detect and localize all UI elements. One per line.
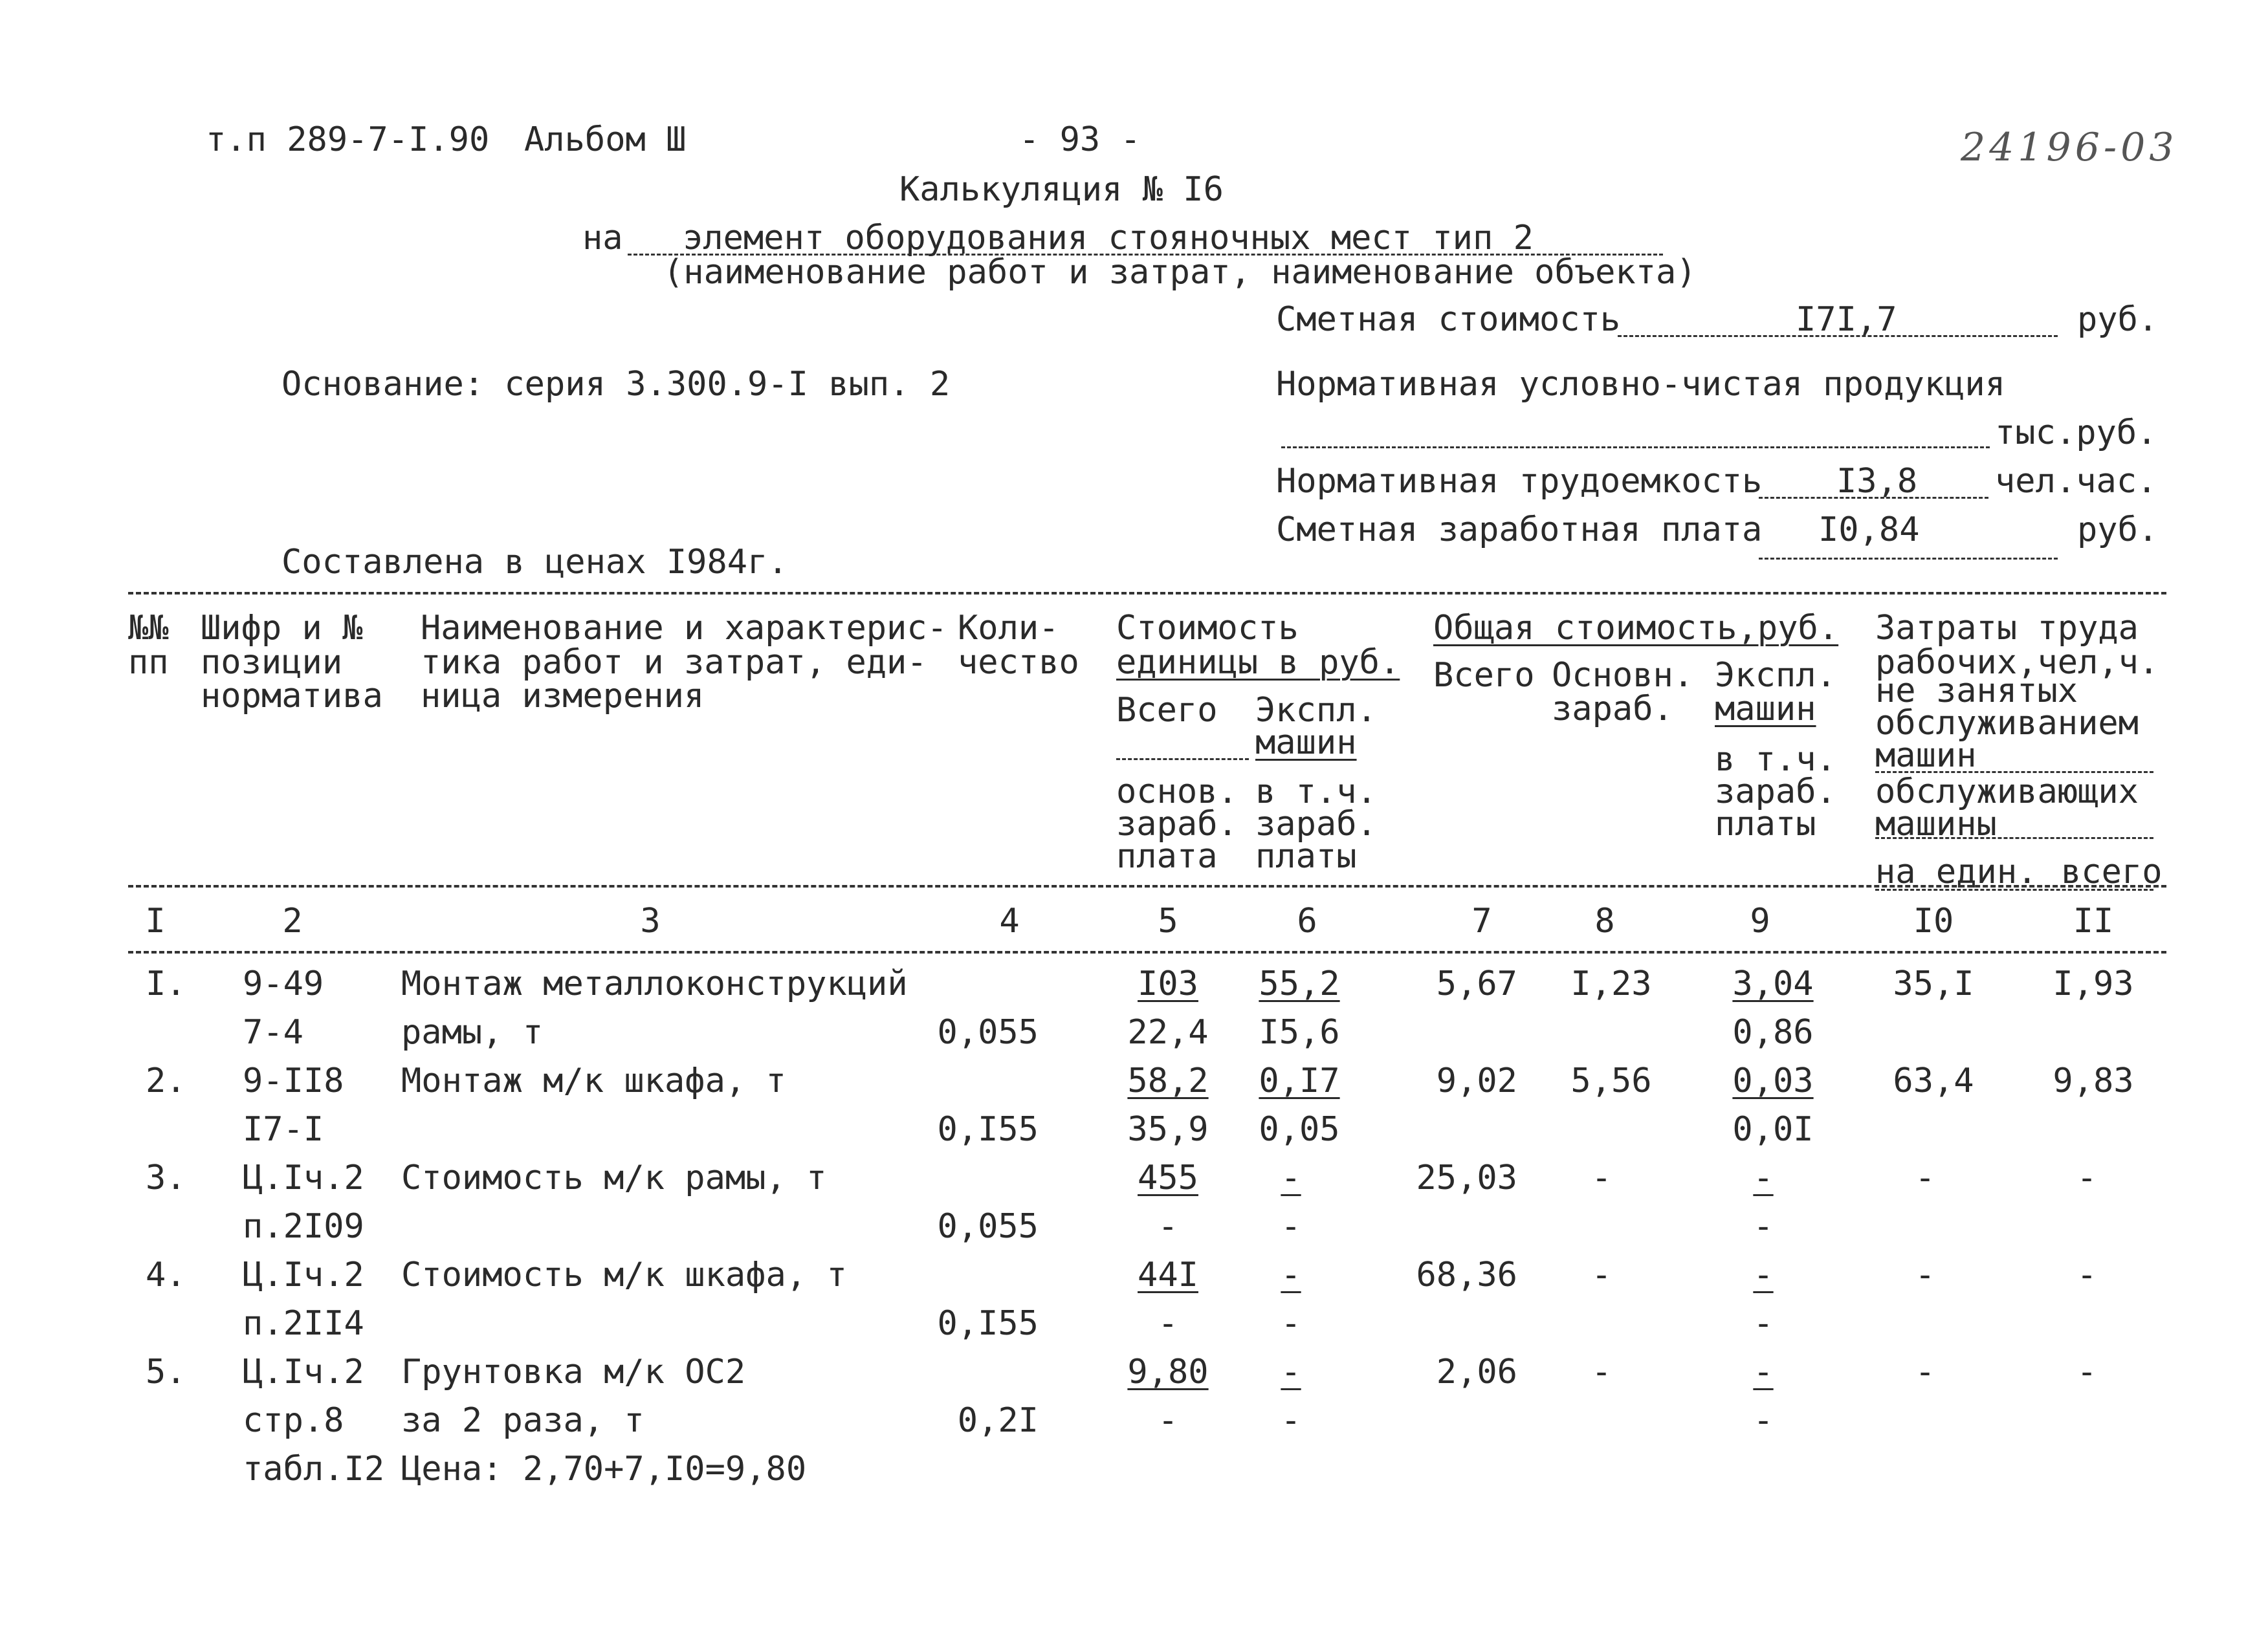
column-number: 2 <box>282 902 303 941</box>
row-unit-wage: - <box>1158 1304 1178 1343</box>
header-total-incl-line2: зараб. <box>1715 772 1836 811</box>
row-number: 3. <box>146 1159 186 1197</box>
row-code: стр.8 <box>243 1401 344 1440</box>
header-labor-line5: машин <box>1875 736 1977 775</box>
row-labor-per-unit: - <box>1915 1159 1935 1197</box>
row-quantity: 0,055 <box>937 1013 1039 1052</box>
wage-value: I0,84 <box>1818 510 1920 549</box>
row-total-base: - <box>1591 1256 1612 1294</box>
net-product-label: Нормативная условно-чистая продукция <box>1276 365 2006 404</box>
row-unit-wage: 22,4 <box>1127 1013 1209 1052</box>
wage-unit: руб. <box>2077 510 2159 549</box>
header-unit-machines-line1: Экспл. <box>1255 691 1377 730</box>
header-labor-sub-line1: обслуживающих <box>1875 772 2139 811</box>
row-quantity: 0,I55 <box>937 1110 1039 1149</box>
row-name: Стоимость м/к рамы, т <box>401 1159 827 1197</box>
labor-intensity-value: I3,8 <box>1836 462 1918 501</box>
header-unit-machines-line2: машин <box>1255 723 1357 762</box>
header-col2-line1: Шифр и № <box>201 609 363 648</box>
header-total-cost: Общая стоимость,руб. <box>1433 609 1839 648</box>
row-unit-machines: - <box>1281 1256 1301 1294</box>
net-product-line <box>1281 446 1990 448</box>
header-labor-line4: обслуживанием <box>1875 704 2139 743</box>
row-unit-machines-wage: - <box>1281 1207 1301 1246</box>
row-unit-machines-wage: - <box>1281 1304 1301 1343</box>
row-name: рамы, т <box>401 1013 544 1052</box>
column-number: 8 <box>1594 902 1615 941</box>
column-number: I0 <box>1913 902 1954 941</box>
row-code: п.2I09 <box>243 1207 364 1246</box>
header-labor-unit-rule <box>1875 889 2153 891</box>
row-total-base: - <box>1591 1353 1612 1391</box>
row-quantity: 0,2I <box>957 1401 1039 1440</box>
document-reference: т.п 289-7-I.90 <box>206 120 490 159</box>
column-number-rule <box>128 951 2166 954</box>
labor-intensity-unit: чел.час. <box>1995 462 2157 501</box>
basis-text: Основание: серия 3.300.9-I вып. 2 <box>281 365 951 404</box>
column-number: 4 <box>999 902 1020 941</box>
header-col3-line2: тика работ и затрат, еди- <box>421 643 927 682</box>
header-labor-line3: не занятых <box>1875 671 2078 710</box>
row-total-machines: 0,03 <box>1732 1062 1814 1100</box>
row-name: за 2 раза, т <box>401 1401 644 1440</box>
header-unit-cost-sub: единицы в руб. <box>1116 643 1400 682</box>
album-label: Альбом Ш <box>524 120 687 159</box>
row-total-machines: - <box>1753 1256 1774 1294</box>
row-labor-total: - <box>2076 1256 2097 1294</box>
header-unit-wage-line1: основ. <box>1116 772 1238 811</box>
price-basis-text: Составлена в ценах I984г. <box>281 543 788 582</box>
estimated-cost-unit: руб. <box>2077 300 2159 339</box>
row-unit-wage: 35,9 <box>1127 1110 1209 1149</box>
row-total-machines-wage: - <box>1753 1207 1774 1246</box>
row-total-base: 5,56 <box>1570 1062 1652 1100</box>
row-unit-machines-wage: - <box>1281 1401 1301 1440</box>
row-labor-per-unit: 35,I <box>1893 965 1974 1003</box>
net-product-unit: тыс.руб. <box>1995 413 2157 452</box>
header-labor-line1: Затраты труда <box>1875 609 2139 648</box>
row-code: Ц.Iч.2 <box>243 1256 364 1294</box>
row-total: 5,67 <box>1436 965 1517 1003</box>
header-col2-line2: позиции <box>201 643 343 682</box>
row-number: I. <box>146 965 186 1003</box>
row-code: Ц.Iч.2 <box>243 1159 364 1197</box>
column-number: II <box>2073 902 2114 941</box>
header-col3-line3: ница измерения <box>421 677 705 715</box>
row-total-machines: - <box>1753 1159 1774 1197</box>
header-labor-total: всего <box>2061 853 2163 891</box>
row-unit-machines: 55,2 <box>1259 965 1340 1003</box>
column-number: 5 <box>1158 902 1178 941</box>
row-number: 4. <box>146 1256 186 1294</box>
header-unit-total: Всего <box>1116 691 1218 730</box>
row-labor-total: 9,83 <box>2053 1062 2134 1100</box>
calculation-title: Калькуляция № I6 <box>899 170 1224 209</box>
header-total-incl-line1: в т.ч. <box>1715 740 1836 779</box>
row-total: 2,06 <box>1436 1353 1517 1391</box>
header-col1-line1: №№ <box>128 609 169 648</box>
row-code: Ц.Iч.2 <box>243 1353 364 1391</box>
header-total-base-line2: зараб. <box>1552 690 1673 728</box>
row-unit-wage: - <box>1158 1207 1178 1246</box>
row-name: Стоимость м/к шкафа, т <box>401 1256 847 1294</box>
column-number: 3 <box>640 902 661 941</box>
row-quantity: 0,055 <box>937 1207 1039 1246</box>
header-unit-divider <box>1116 758 1249 760</box>
row-unit-total: I03 <box>1138 965 1198 1003</box>
row-unit-machines: 0,I7 <box>1259 1062 1340 1100</box>
row-labor-total: - <box>2076 1353 2097 1391</box>
row-unit-total: 9,80 <box>1127 1353 1209 1391</box>
wage-line <box>1759 558 2058 560</box>
header-labor-per-unit: на един. <box>1875 853 2038 891</box>
object-caption: (наименование работ и затрат, наименование объекта) <box>663 253 1697 292</box>
header-col3-line1: Наименование и характерис- <box>421 609 947 648</box>
row-labor-per-unit: - <box>1915 1353 1935 1391</box>
header-unit-incl-line1: в т.ч. <box>1255 772 1377 811</box>
object-prefix: на <box>582 219 623 257</box>
row-name: Монтаж металлоконструкций <box>401 965 908 1003</box>
row-number: 5. <box>146 1353 186 1391</box>
row-code: табл.I2 <box>243 1450 385 1489</box>
row-total-machines: 3,04 <box>1732 965 1814 1003</box>
header-unit-wage-line2: зараб. <box>1116 805 1238 844</box>
header-labor-sub-divider <box>1875 837 2153 839</box>
row-total-base: I,23 <box>1570 965 1652 1003</box>
row-total-machines-wage: 0,86 <box>1732 1013 1814 1052</box>
row-code: п.2II4 <box>243 1304 364 1343</box>
header-unit-incl-line3: платы <box>1255 837 1357 876</box>
estimated-cost-label: Сметная стоимость <box>1276 300 1621 339</box>
column-number: 6 <box>1297 902 1317 941</box>
object-name: элемент оборудования стояночных мест тип 2 <box>683 219 1534 257</box>
row-total-machines-wage: - <box>1753 1401 1774 1440</box>
page-number: - 93 - <box>1019 120 1141 159</box>
header-total-machines-line2: машин <box>1715 690 1816 728</box>
estimated-cost-value: I7I,7 <box>1796 300 1897 339</box>
row-unit-machines-wage: 0,05 <box>1259 1110 1340 1149</box>
row-total-machines-wage: 0,0I <box>1732 1110 1814 1149</box>
row-total-base: - <box>1591 1159 1612 1197</box>
header-total-machines-line1: Экспл. <box>1715 656 1836 695</box>
row-total: 9,02 <box>1436 1062 1517 1100</box>
row-code: I7-I <box>243 1110 324 1149</box>
row-unit-total: 455 <box>1138 1159 1198 1197</box>
row-labor-total: I,93 <box>2053 965 2134 1003</box>
header-bottom-rule <box>128 885 2166 888</box>
header-total-incl-line3: платы <box>1715 805 1816 844</box>
header-total-base-line1: Основн. <box>1552 656 1694 695</box>
row-name: Цена: 2,70+7,I0=9,80 <box>401 1450 807 1489</box>
row-unit-machines: - <box>1281 1353 1301 1391</box>
labor-intensity-label: Нормативная трудоемкость <box>1276 462 1763 501</box>
header-col2-line3: норматива <box>201 677 383 715</box>
header-total-all: Всего <box>1433 656 1535 695</box>
header-col4-line1: Коли- <box>958 609 1059 648</box>
column-number: 9 <box>1750 902 1770 941</box>
header-col4-line2: чество <box>958 643 1079 682</box>
row-total: 25,03 <box>1416 1159 1517 1197</box>
row-unit-machines: - <box>1281 1159 1301 1197</box>
row-unit-machines-wage: I5,6 <box>1259 1013 1340 1052</box>
row-labor-per-unit: 63,4 <box>1893 1062 1974 1100</box>
row-labor-total: - <box>2076 1159 2097 1197</box>
row-unit-wage: - <box>1158 1401 1178 1440</box>
row-unit-total: 58,2 <box>1127 1062 1209 1100</box>
row-unit-total: 44I <box>1138 1256 1198 1294</box>
header-unit-incl-line2: зараб. <box>1255 805 1377 844</box>
column-number: 7 <box>1471 902 1492 941</box>
handwritten-stamp: 24196-03 <box>1961 125 2178 170</box>
row-code: 7-4 <box>243 1013 303 1052</box>
row-code: 9-II8 <box>243 1062 344 1100</box>
header-labor-line2: рабочих,чел,ч. <box>1875 643 2159 682</box>
row-total-machines: - <box>1753 1353 1774 1391</box>
row-number: 2. <box>146 1062 186 1100</box>
row-name: Монтаж м/к шкафа, т <box>401 1062 786 1100</box>
row-code: 9-49 <box>243 965 324 1003</box>
row-quantity: 0,I55 <box>937 1304 1039 1343</box>
row-total: 68,36 <box>1416 1256 1517 1294</box>
row-total-machines-wage: - <box>1753 1304 1774 1343</box>
header-col1-line2: пп <box>128 643 169 682</box>
header-labor-sub-line2: машины <box>1875 805 1997 844</box>
header-unit-wage-line3: плата <box>1116 837 1218 876</box>
row-name: Грунтовка м/к ОС2 <box>401 1353 746 1391</box>
header-unit-cost: Стоимость <box>1116 609 1299 648</box>
table-top-rule <box>128 592 2166 594</box>
column-number: I <box>145 902 166 941</box>
row-labor-per-unit: - <box>1915 1256 1935 1294</box>
wage-label: Сметная заработная плата <box>1276 510 1763 549</box>
